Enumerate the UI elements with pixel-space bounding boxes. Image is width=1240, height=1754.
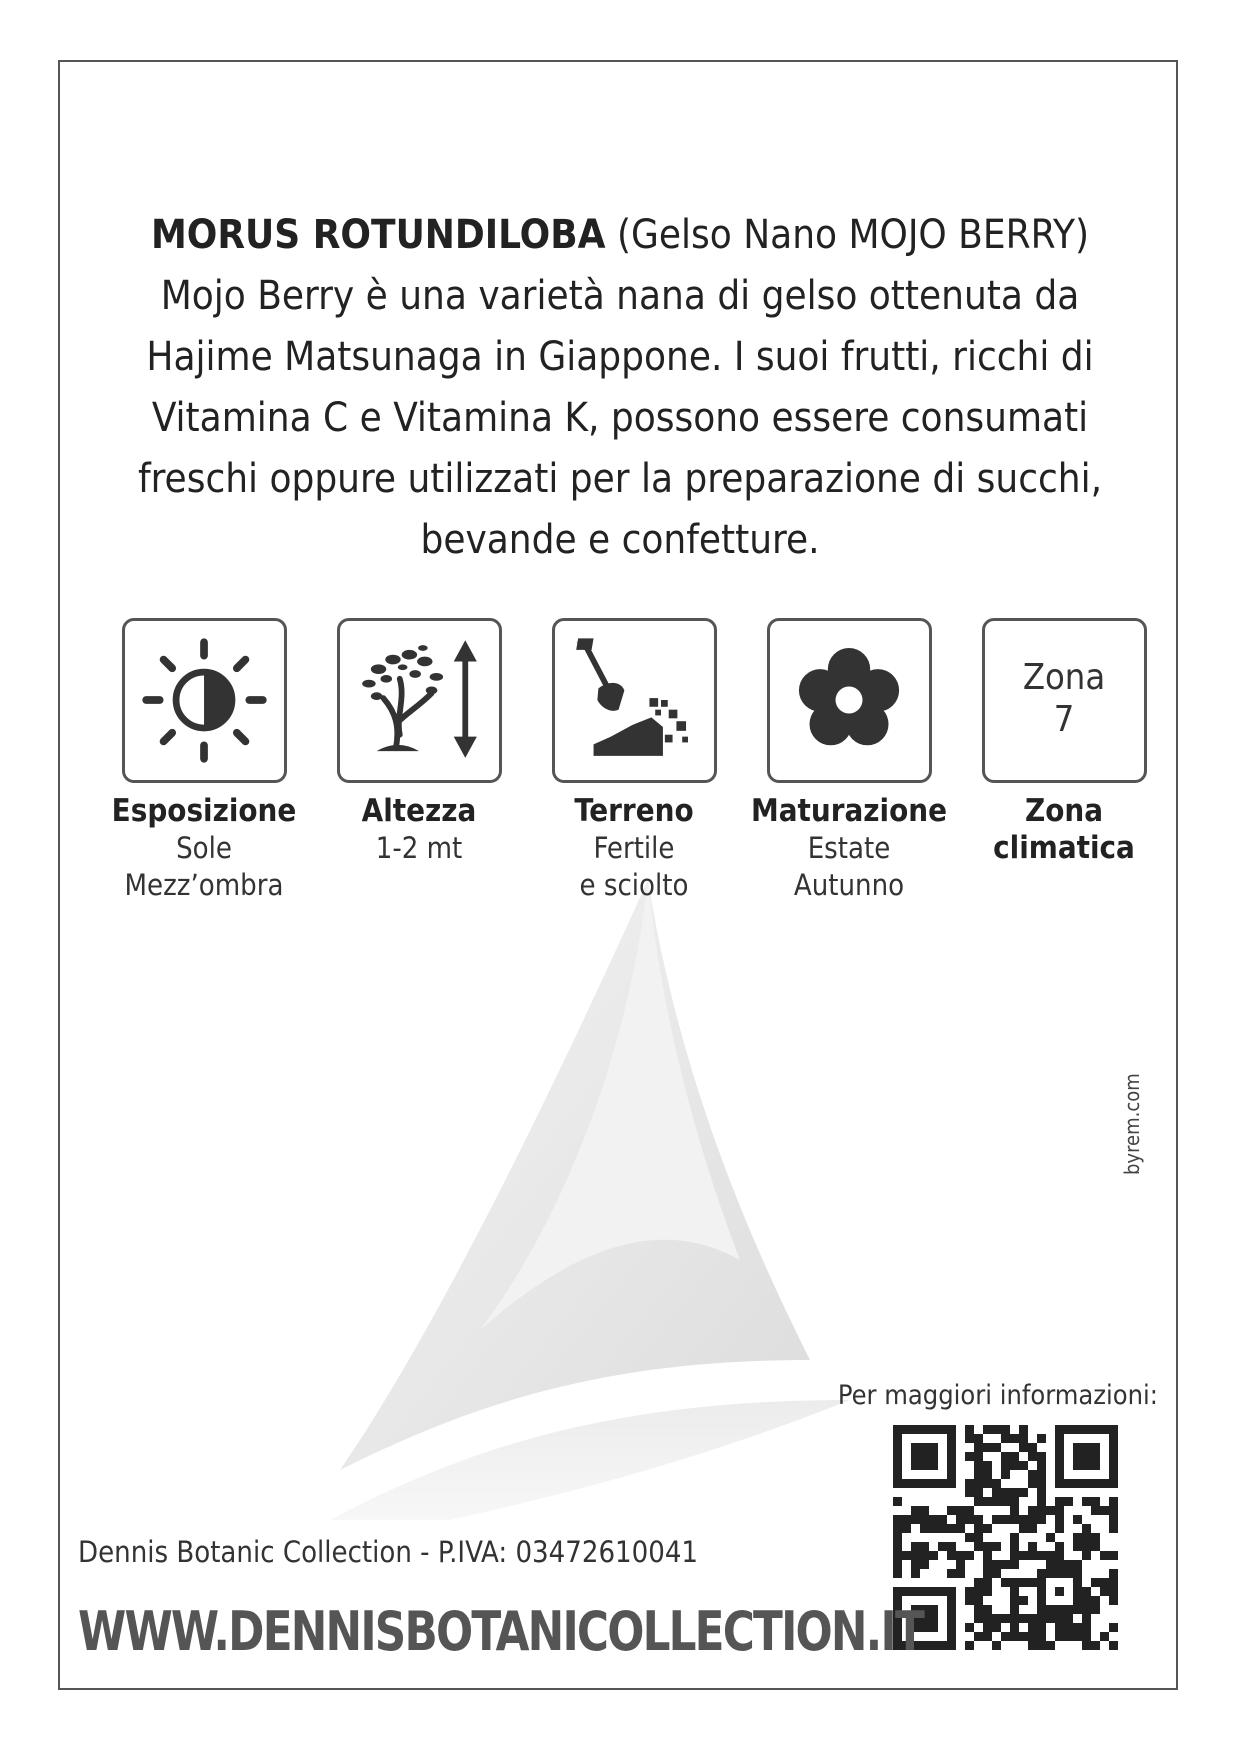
zone-word: Zona xyxy=(1022,657,1106,698)
flower-icon xyxy=(770,621,929,780)
ripening-icon-box xyxy=(767,618,932,783)
spec-value: Estate xyxy=(807,831,891,865)
spec-climate-zone xyxy=(964,618,1164,867)
zone-number: 7 xyxy=(1053,699,1075,740)
sail-logo-watermark xyxy=(330,880,930,1580)
spec-value: 1-2 mt xyxy=(375,831,463,865)
spec-label-line: Zona xyxy=(1024,793,1104,829)
soil-icon-box xyxy=(552,618,717,783)
description-line: Hajime Matsunaga in Giappone. I suoi frutti, ricchi di xyxy=(146,334,1094,380)
spec-label: Altezza xyxy=(361,793,477,829)
spec-value: Sole xyxy=(176,831,232,865)
description-line: Mojo Berry è una varietà nana di gelso ottenuta da xyxy=(160,273,1080,319)
spec-value: Autunno xyxy=(793,868,905,902)
height-icon-box xyxy=(337,618,502,783)
description-line: freschi oppure utilizzati per la preparazione di succhi, xyxy=(137,456,1103,502)
spec-label: Terreno xyxy=(574,793,694,829)
company-info: Dennis Botanic Collection - P.IVA: 03472610041 xyxy=(78,1535,699,1569)
spec-value: Fertile xyxy=(593,831,675,865)
common-name: (Gelso Nano MOJO BERRY) xyxy=(605,212,1090,258)
exposure-icon-box xyxy=(122,618,287,783)
website-url[interactable]: WWW.DENNISBOTANICOLLECTION.IT xyxy=(78,1600,923,1663)
product-description xyxy=(90,205,1150,571)
description-line: bevande e confetture. xyxy=(420,517,820,563)
title-line xyxy=(90,205,1150,266)
zone-box-text xyxy=(985,657,1144,741)
spec-soil xyxy=(534,618,734,904)
shovel-soil-icon xyxy=(555,621,714,780)
qr-caption: Per maggiori informazioni: xyxy=(837,1380,1158,1411)
tree-height-icon xyxy=(340,621,499,780)
spec-value: e sciolto xyxy=(579,868,689,902)
spec-label: Esposizione xyxy=(111,793,297,829)
spec-label xyxy=(964,793,1164,867)
botanical-name: MORUS ROTUNDILOBA xyxy=(150,212,606,258)
designer-credit: byrem.com xyxy=(1120,1073,1144,1175)
spec-height xyxy=(319,618,519,867)
spec-label-line: climatica xyxy=(993,830,1135,866)
spec-exposure xyxy=(104,618,304,904)
description-line: Vitamina C e Vitamina K, possono essere consumati xyxy=(151,395,1089,441)
qr-code[interactable] xyxy=(893,1425,1118,1650)
spec-icons-row xyxy=(104,618,1144,918)
spec-label: Maturazione xyxy=(750,793,948,829)
sun-half-icon xyxy=(125,621,284,780)
zone-box xyxy=(982,618,1147,783)
spec-value: Mezz’ombra xyxy=(124,868,284,902)
spec-ripening xyxy=(749,618,949,904)
